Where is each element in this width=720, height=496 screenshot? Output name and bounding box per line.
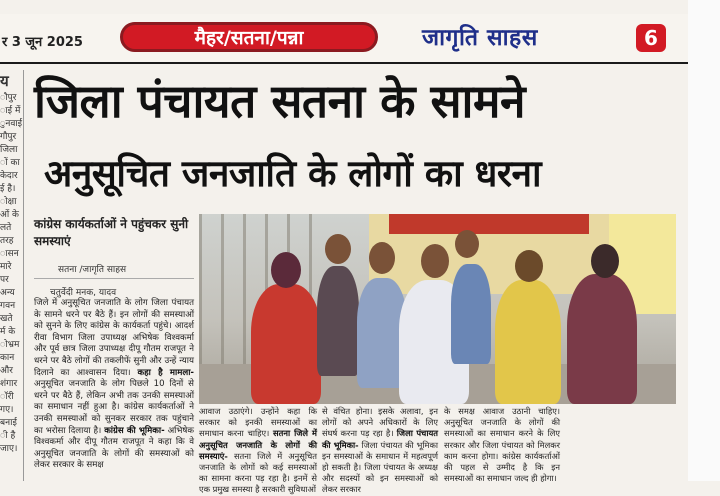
column-2-text: से वंचित होना। इसके अलावा, इन लोगों को अपने अधिकारों के लिए संघर्ष करना पड़ रहा है। [322, 406, 438, 439]
region-banner: मैहर/सतना/पन्ना [120, 22, 378, 52]
left-column-line: लते [0, 223, 12, 233]
lead-paragraph-3-title: कांग्रेस की भूमिका- [104, 425, 165, 436]
left-column-line: ाई में [0, 106, 21, 116]
left-column-line: जाए। [0, 444, 18, 454]
newspaper-name: जागृति साहस [422, 25, 538, 51]
photo-person [567, 274, 637, 404]
story-subhead: कांग्रेस कार्यकर्ताओं ने पहुंचकर सुनी समस्याएं [34, 217, 189, 248]
page-margin [688, 0, 720, 481]
photo-person-head [591, 244, 619, 278]
left-column-line: अन्य [0, 288, 15, 298]
headline-line-2: अनुसूचित जनजाति के लोगों का धरना [44, 152, 542, 195]
left-column-line: ॉरी [0, 392, 14, 402]
left-column-line: ौपुर [0, 93, 17, 103]
article-column-3 [444, 406, 560, 484]
left-column-line: गए। [0, 405, 14, 415]
column-1-text-b: सतना जिले में अनुसूचित जनजाति के लोगों को कई समस्याओं का सामना करना पड़ रहा है। इनमें से एक प्रमुख समस्या है सरकारी सुविधाओं [199, 450, 317, 495]
left-column-fragment [0, 70, 22, 481]
column-3-text: के समक्ष आवाज उठानी चाहिए। अनुसूचित जनजाति के लोगों की समस्याओं का समाधान करने के लिए सरकार और जिला पंचायत को मिलकर काम करना होगा। कांग्रेस कार्यकर्ताओं की पहल से उम्मीद है कि इन समस्याओं का समाधान जल्द ही होगा। [444, 406, 560, 484]
article-column-2 [322, 406, 439, 495]
photo-person-head [515, 250, 543, 282]
photo-person-head [421, 244, 449, 278]
left-column-line: केदार [0, 171, 18, 181]
lead-paragraph-2: अनुसूचित जनजाति के लोग पिछले 10 दिनों से धरने पर बैठे हैं, लेकिन अभी तक उनकी समस्याओं का समाधान नहीं हुआ है। कांग्रेस कार्यकर्ताओं ने उनकी समस्याओं को सुनकर सरकार तक पहुंचाने का भरोसा दिलाया है। [34, 379, 194, 436]
article-column-1 [199, 406, 317, 495]
photo-person-head [271, 252, 301, 288]
left-column-line: ों का [0, 158, 20, 168]
story-lead [34, 298, 194, 478]
left-column-line: और [0, 366, 13, 376]
left-column-line: खते [0, 314, 13, 324]
left-column-line: कान [0, 353, 15, 363]
photo-banner-stripe [389, 214, 589, 234]
left-column-line: ोभ्रम [0, 340, 20, 350]
left-column-line: जिला [0, 145, 18, 155]
page-number: 6 [636, 24, 666, 52]
photo-person-head [369, 242, 395, 274]
byline-divider [34, 278, 194, 279]
left-column-line: तरह [0, 236, 14, 246]
column-divider [23, 70, 24, 481]
headline-line-1: जिला पंचायत सतना के सामने [34, 74, 525, 128]
left-column-line: गौपुर [0, 132, 17, 142]
photo-person-head [455, 230, 479, 258]
left-column-line: र्म के [0, 327, 16, 337]
story-author: चतुर्वेदी मनक, यादव [50, 288, 117, 298]
photo-person [495, 280, 561, 404]
left-column-line: ोक्षा [0, 197, 17, 207]
left-column-heading: य [0, 72, 9, 90]
photo-person-head [325, 234, 351, 264]
left-column-line: शंगार [0, 379, 18, 389]
left-column-line: ासन [0, 249, 19, 259]
story-byline: सतना /जागृति साहस [58, 265, 127, 275]
left-column-text [0, 92, 22, 456]
lead-paragraph-3: अभिषेक विश्वकर्मा और दीपू गौतम राजपूत ने कहा कि वे अनुसूचित जनजाति के लोगों की समस्याओं को लेकर सरकार के समक्ष [34, 425, 194, 471]
photo-person [251, 284, 321, 404]
photo-person [317, 266, 359, 376]
issue-date: र 3 जून 2025 [2, 35, 83, 50]
left-column-line: ुनवाई [0, 119, 23, 129]
left-column-line: बनाई [0, 418, 17, 428]
masthead [0, 14, 700, 64]
column-1-text: आवाज उठाएंगे। उन्होंने कहा कि सरकार को इनकी समस्याओं का समाधान करना चाहिए। [199, 406, 317, 439]
left-column-line: ई है। [0, 184, 16, 194]
left-column-line: ी है [0, 431, 16, 441]
left-column-line: ओं के [0, 210, 19, 220]
column-2-subtitle: जिला पंचायत की भूमिका- [322, 428, 439, 450]
left-column-line: पर [0, 275, 9, 285]
column-1-subtitle: सतना जिले में अनुसूचित जनजाति के लोगों की समस्याएं- [199, 428, 317, 461]
photo-person [451, 264, 491, 364]
protest-photo [199, 214, 676, 404]
column-2-text-b: जिला पंचायत की भूमिका इन समस्याओं के समाधान में महत्वपूर्ण हो सकती है। जिला पंचायत के अध्यक्ष और सदस्यों को इन समस्याओं को लेकर सरकार [322, 439, 438, 495]
lead-paragraph-1: जिले में अनुसूचित जनजाति के लोग जिला पंचायत के सामने धरने पर बैठे हैं। इन लोगों की समस्याओं को सुनने के लिए कांग्रेस के कार्यकर्ता पहुंचे। आदर्श रीवा विभाग जिला उपाध्यक्ष अभिषेक विश्वकर्मा और पूर्व छात्र जिला उपाध्यक्ष दीपू गौतम राजपूत ने धरने पर बैठे लोगों की तकलीफें सुनी और उन्हें न्याय दिलाने का आश्वासन दिया। [34, 298, 194, 378]
left-column-line: मारे [0, 262, 12, 272]
lead-paragraph-2-title: कहा है मामला- [137, 367, 195, 378]
left-column-line: गवन [0, 301, 16, 311]
